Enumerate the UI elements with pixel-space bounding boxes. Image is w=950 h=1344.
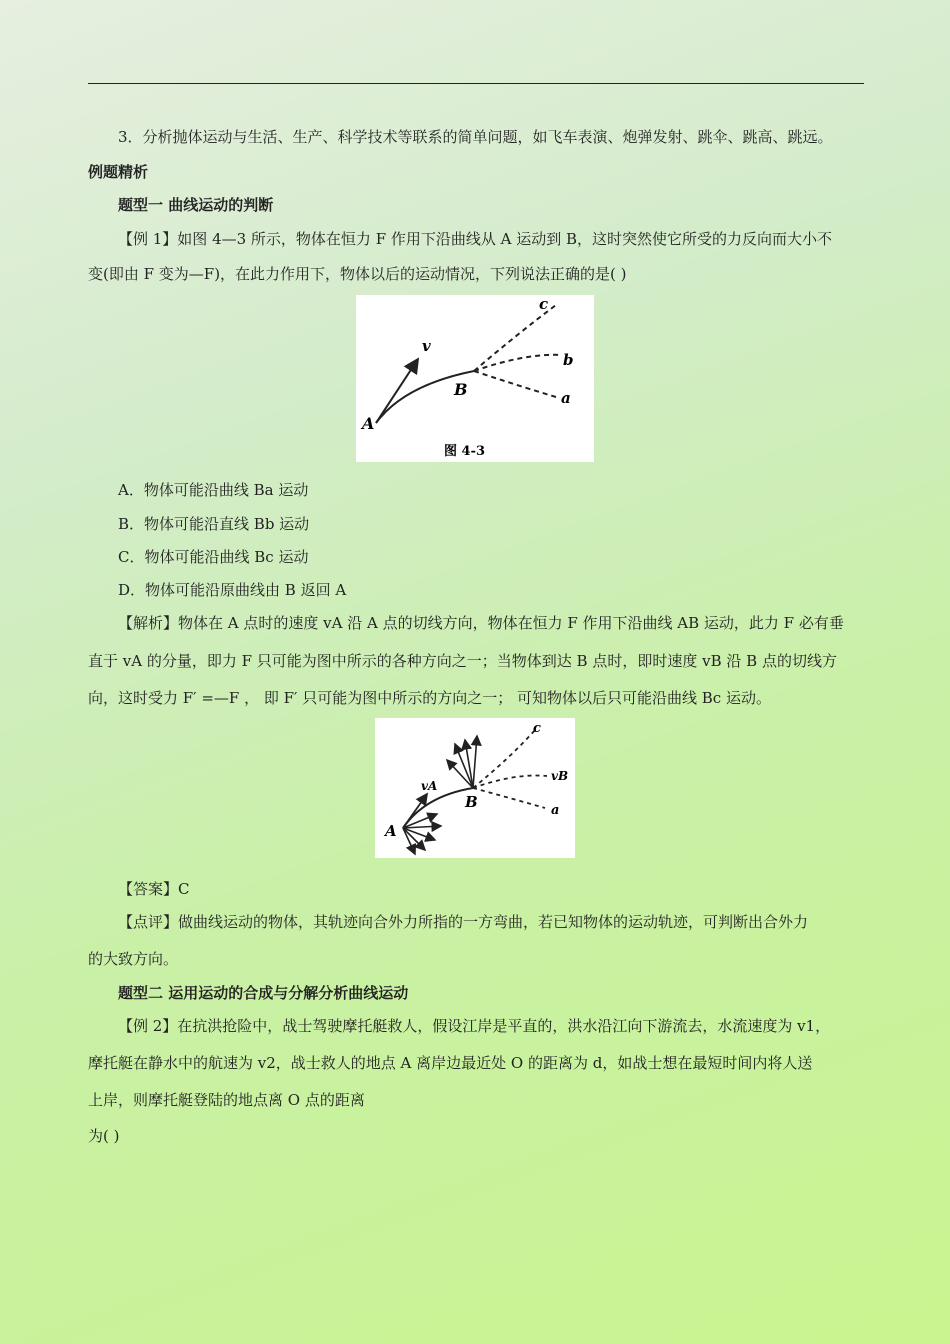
figure-caption: 图 4-3 <box>444 444 486 459</box>
type2-title: 题型二 运用运动的合成与分解分析曲线运动 <box>118 984 409 1002</box>
label-a-point: A <box>362 414 375 433</box>
label-c: c <box>539 295 549 313</box>
label-b-point: B <box>465 793 478 811</box>
example2-line2: 摩托艇在静水中的航速为 v2，战士救人的地点 A 离岸边最近处 O 的距离为 d，如战士想在最短时间内将人送 <box>88 1054 813 1072</box>
force-arrow-b1 <box>455 744 473 788</box>
label-a: a <box>551 803 560 818</box>
trajectory-ab <box>403 788 473 828</box>
path-ba <box>474 371 556 397</box>
label-a: a <box>561 389 571 407</box>
option-a: A．物体可能沿曲线 Ba 运动 <box>118 481 309 499</box>
option-c: C．物体可能沿曲线 Bc 运动 <box>118 548 309 566</box>
analysis-line2: 直于 vA 的分量，即力 F 只可能为图中所示的各种方向之一；当物体到达 B 点时，即时速度 vB 沿 B 点的切线方 <box>88 652 837 670</box>
objective-3: 3．分析抛体运动与生活、生产、科学技术等联系的简单问题，如飞车表演、炮弹发射、跳伞、跳高、跳远。 <box>118 128 833 146</box>
answer: 【答案】C <box>118 880 190 898</box>
option-d: D．物体可能沿原曲线由 B 返回 A <box>118 581 347 599</box>
label-b: b <box>563 351 574 369</box>
figure-4-3-drawing <box>356 295 594 462</box>
header-rule <box>88 83 864 84</box>
example1-line1: 【例 1】如图 4—3 所示，物体在恒力 F 作用下沿曲线从 A 运动到 B，这时突然使它所受的力反向而大小不 <box>118 230 833 248</box>
option-b: B．物体可能沿直线 Bb 运动 <box>118 515 310 533</box>
label-b-point: B <box>454 380 468 399</box>
label-va: vA <box>421 779 438 793</box>
section-title: 例题精析 <box>88 163 149 181</box>
example2-line3: 上岸，则摩托艇登陆的地点离 O 点的距离 <box>88 1091 365 1109</box>
path-ba <box>473 788 545 808</box>
label-vb: vB <box>551 769 569 783</box>
label-v: v <box>422 337 431 355</box>
path-bb <box>474 355 561 371</box>
figure-4-3 <box>356 295 594 462</box>
analysis-line3: 向，这时受力 F′ =—F ， 即 F′ 只可能为图中所示的方向之一； 可知物体以后只可能沿曲线 Bc 运动。 <box>88 689 771 707</box>
example2-line1: 【例 2】在抗洪抢险中，战士驾驶摩托艇救人，假设江岸是平直的，洪水沿江向下游流去，水流速度为 v1， <box>118 1017 831 1035</box>
path-bvb <box>473 776 547 789</box>
force-arrow-b3 <box>473 736 477 788</box>
analysis-line1: 【解析】物体在 A 点时的速度 vA 沿 A 点的切线方向，物体在恒力 F 作用下沿曲线 AB 运动，此力 F 必有垂 <box>118 614 844 632</box>
path-bc <box>474 305 556 371</box>
type1-title: 题型一 曲线运动的判断 <box>118 196 274 214</box>
label-c: c <box>533 721 541 736</box>
example2-line4: 为( ) <box>88 1127 120 1145</box>
figure-analysis-drawing <box>375 718 575 858</box>
example1-line2: 变(即由 F 变为—F)，在此力作用下，物体以后的运动情况，下列说法正确的是( ) <box>88 265 627 283</box>
comment-line1: 【点评】做曲线运动的物体，其轨迹向合外力所指的一方弯曲，若已知物体的运动轨迹，可判断出合外力 <box>118 913 809 931</box>
label-a-point: A <box>385 822 397 840</box>
comment-line2: 的大致方向。 <box>88 950 179 968</box>
figure-analysis <box>375 718 575 858</box>
velocity-arrow <box>376 359 418 423</box>
